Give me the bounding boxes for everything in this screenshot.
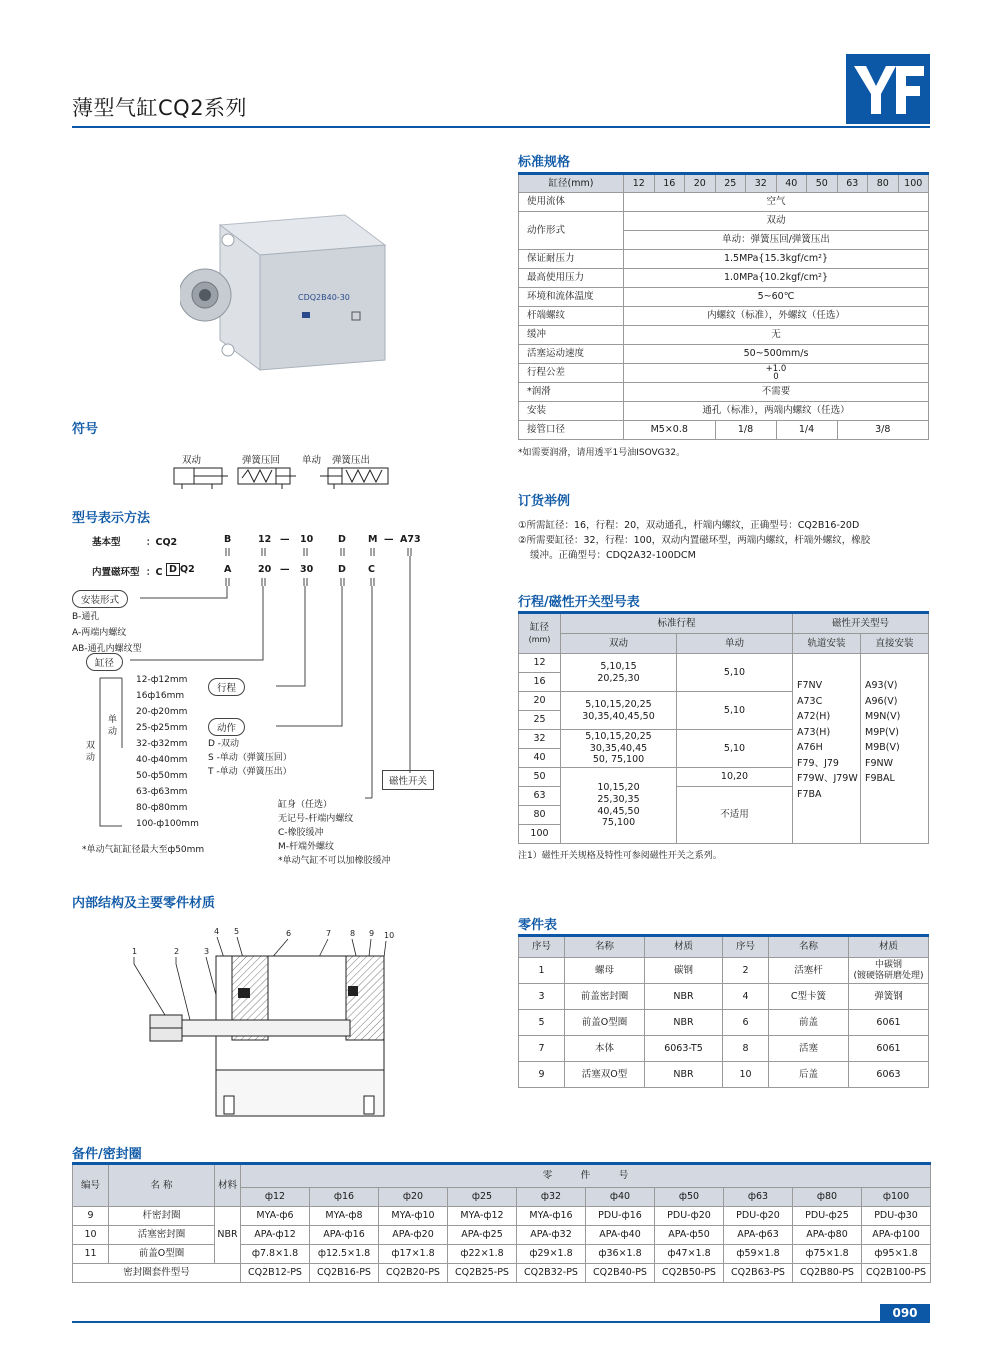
parts-cell: 活塞 bbox=[769, 1036, 849, 1062]
spec-value: 不需要 bbox=[624, 383, 929, 402]
parts-cell: 前盖 bbox=[769, 1010, 849, 1036]
spares-value: ф36×1.8 bbox=[586, 1245, 655, 1264]
spares-value: PDU-ф20 bbox=[655, 1207, 724, 1226]
spares-value: MYA-ф10 bbox=[379, 1207, 448, 1226]
direct-model: A96(V) bbox=[865, 695, 898, 707]
product-label: CDQ2B40-30 bbox=[298, 293, 350, 302]
model-builtin-suffix: Q2 bbox=[180, 564, 195, 575]
structure-cross-section bbox=[120, 920, 420, 1125]
stroke-double-group: 5,10,15,20,25 30,35,40,45,50 bbox=[561, 692, 677, 730]
spares-name: 活塞密封圈 bbox=[109, 1226, 215, 1245]
spares-mat-header: 材料 bbox=[215, 1164, 241, 1207]
rail-model: A73(H) bbox=[797, 726, 831, 738]
stroke-double-group: 5,10,15 20,25,30 bbox=[561, 654, 677, 692]
symbol-label-spring-return: 弹簧压回 bbox=[242, 455, 281, 466]
model-basic-code-1: B bbox=[224, 534, 232, 545]
spec-value: 空气 bbox=[624, 193, 929, 212]
stroke-bore: 63 bbox=[519, 787, 561, 806]
model-basic-code-7: — bbox=[384, 534, 394, 545]
spec-label: 保证耐压力 bbox=[519, 250, 624, 269]
spares-size: ф25 bbox=[448, 1188, 517, 1207]
spec-bore: 100 bbox=[898, 174, 929, 193]
spec-label: 缓冲 bbox=[519, 326, 624, 345]
bore-option: 16ф16mm bbox=[136, 691, 185, 701]
bore-double-label: 双动 bbox=[86, 741, 96, 763]
bore-option: 25-ф25mm bbox=[136, 723, 188, 733]
stroke-bore: 50 bbox=[519, 768, 561, 787]
stroke-bore-unit: (mm) bbox=[528, 634, 551, 644]
spec-label: 使用流体 bbox=[519, 193, 624, 212]
spares-value: ф22×1.8 bbox=[448, 1245, 517, 1264]
spares-size: ф32 bbox=[517, 1188, 586, 1207]
spares-value: PDU-ф20 bbox=[724, 1207, 793, 1226]
direct-model: F9NW bbox=[865, 757, 894, 769]
stroke-double-group: 5,10,15,20,25 30,35,40,45 50, 75,100 bbox=[561, 730, 677, 768]
bore-title: 缸径 bbox=[86, 653, 123, 671]
spec-bore: 25 bbox=[715, 174, 746, 193]
model-basic-label: 基本型 bbox=[92, 537, 121, 548]
spares-value: ф29×1.8 bbox=[517, 1245, 586, 1264]
spares-no-header: 编号 bbox=[73, 1164, 109, 1207]
mount-option: AB-通孔内螺纹型 bbox=[72, 644, 142, 654]
spec-bore: 63 bbox=[837, 174, 868, 193]
spares-value: APA-ф63 bbox=[724, 1226, 793, 1245]
spec-table bbox=[518, 172, 929, 440]
spares-value: APA-ф12 bbox=[241, 1226, 310, 1245]
spares-kit: CQ2B12-PS bbox=[241, 1264, 310, 1283]
footer-rule bbox=[72, 1321, 930, 1323]
parts-cell: 6061 bbox=[849, 1036, 929, 1062]
spec-bore: 50 bbox=[807, 174, 838, 193]
parts-cell: 9 bbox=[519, 1062, 565, 1088]
bore-option: 80-ф80mm bbox=[136, 803, 188, 813]
spec-value: 5~60℃ bbox=[624, 288, 929, 307]
spares-value: MYA-ф16 bbox=[517, 1207, 586, 1226]
spec-bore: 12 bbox=[624, 174, 655, 193]
stroke-bore: 80 bbox=[519, 806, 561, 825]
stroke-single-group: 5,10 bbox=[677, 654, 793, 692]
spares-kit: CQ2B32-PS bbox=[517, 1264, 586, 1283]
parts-cell: 活塞双O型 bbox=[565, 1062, 645, 1088]
mount-title: 安装形式 bbox=[72, 590, 128, 608]
brand-logo bbox=[846, 54, 930, 124]
model-builtin-prefix: ：C bbox=[146, 567, 163, 578]
parts-cell: 前盖密封圈 bbox=[565, 984, 645, 1010]
stroke-bore: 12 bbox=[519, 654, 561, 673]
callout-5: 5 bbox=[234, 927, 240, 936]
spares-value: MYA-ф12 bbox=[448, 1207, 517, 1226]
parts-header: 名称 bbox=[769, 936, 849, 958]
spares-kit: CQ2B100-PS bbox=[862, 1264, 931, 1283]
model-builtin-code-1: 20 bbox=[258, 564, 272, 575]
section-structure: 内部结构及主要零件材质 bbox=[72, 896, 216, 911]
callout-6: 6 bbox=[286, 929, 292, 938]
spares-size: ф50 bbox=[655, 1188, 724, 1207]
parts-cell: 6063-T5 bbox=[645, 1036, 723, 1062]
model-builtin-code-4: D bbox=[338, 564, 346, 575]
spares-value: APA-ф25 bbox=[448, 1226, 517, 1245]
spec-port: M5×0.8 bbox=[624, 421, 716, 440]
stroke-bore: 16 bbox=[519, 673, 561, 692]
bore-options bbox=[136, 672, 199, 832]
spec-value: 50~500mm/s bbox=[624, 345, 929, 364]
body-option: M-杆端外螺纹 bbox=[278, 842, 335, 852]
spares-size: ф40 bbox=[586, 1188, 655, 1207]
parts-cell: 螺母 bbox=[565, 958, 645, 984]
stroke-single-group: 5,10 bbox=[677, 730, 793, 768]
spares-value: MYA-ф6 bbox=[241, 1207, 310, 1226]
callout-9: 9 bbox=[369, 929, 375, 938]
bore-option: 50-ф50mm bbox=[136, 771, 188, 781]
order-line: ②所需要缸径：32，行程：100，双动内置磁环型，两端内螺纹，杆端外螺纹，橡胶 bbox=[518, 535, 871, 546]
direct-model: M9P(V) bbox=[865, 726, 899, 738]
spares-kit: CQ2B25-PS bbox=[448, 1264, 517, 1283]
model-basic-code-6: M bbox=[368, 534, 378, 545]
stroke-note: 注1）磁性开关规格及特性可参阅磁性开关之系列。 bbox=[518, 851, 722, 861]
spares-kit: CQ2B40-PS bbox=[586, 1264, 655, 1283]
spares-size: ф63 bbox=[724, 1188, 793, 1207]
spares-name-header: 名 称 bbox=[109, 1164, 215, 1207]
cylinder-symbols bbox=[172, 463, 397, 491]
model-builtin-label: 内置磁环型 bbox=[92, 567, 140, 578]
bore-option: 32-ф32mm bbox=[136, 739, 188, 749]
model-basic-code-3: — bbox=[280, 534, 290, 545]
stroke-switch-header: 磁性开关型号 bbox=[793, 613, 929, 634]
parts-cell: 6 bbox=[723, 1010, 769, 1036]
rail-model: F7BA bbox=[797, 788, 822, 800]
mount-option: B-通孔 bbox=[72, 612, 100, 622]
spares-value: ф12.5×1.8 bbox=[310, 1245, 379, 1264]
stroke-single-header: 单动 bbox=[677, 634, 793, 654]
spares-value: ф75×1.8 bbox=[793, 1245, 862, 1264]
bore-note: *单动气缸缸径最大至ф50mm bbox=[82, 845, 205, 855]
spares-value: APA-ф50 bbox=[655, 1226, 724, 1245]
parts-cell: 本体 bbox=[565, 1036, 645, 1062]
stroke-double-group: 10,15,20 25,30,35 40,45,50 75,100 bbox=[561, 768, 677, 844]
action-title: 动作 bbox=[208, 718, 245, 736]
spec-label: 动作形式 bbox=[519, 212, 624, 250]
spec-value: 通孔（标准），两端内螺纹（任选） bbox=[624, 402, 929, 421]
parts-cell: NBR bbox=[645, 984, 723, 1010]
action-options bbox=[208, 737, 292, 779]
parts-cell: 后盖 bbox=[769, 1062, 849, 1088]
callout-10: 10 bbox=[384, 931, 395, 940]
model-basic-code-4: 10 bbox=[300, 534, 314, 545]
spec-value: 无 bbox=[624, 326, 929, 345]
spec-label: 接管口径 bbox=[519, 421, 624, 440]
stroke-bore-label: 缸径 bbox=[529, 621, 549, 633]
spec-note: *如需要润滑，请用透平1号油ISOVG32。 bbox=[518, 448, 686, 458]
model-builtin-boxed: D bbox=[166, 563, 180, 576]
spares-name: 前盖O型圈 bbox=[109, 1245, 215, 1264]
section-stroke-switch: 行程/磁性开关型号表 bbox=[518, 595, 640, 610]
body-option: *单动气缸不可以加橡胶缓冲 bbox=[278, 856, 391, 866]
direct-model: F9BAL bbox=[865, 773, 895, 784]
stroke-direct-header: 直接安装 bbox=[861, 634, 929, 654]
parts-cell: 8 bbox=[723, 1036, 769, 1062]
parts-header: 序号 bbox=[723, 936, 769, 958]
spares-value: APA-ф40 bbox=[586, 1226, 655, 1245]
spec-label: 安装 bbox=[519, 402, 624, 421]
rail-model: F79W、J79W bbox=[797, 773, 858, 784]
stroke-bore: 32 bbox=[519, 730, 561, 749]
spares-size: ф20 bbox=[379, 1188, 448, 1207]
parts-cell: 10 bbox=[723, 1062, 769, 1088]
model-basic-code-8: A73 bbox=[400, 534, 421, 545]
spec-bore: 40 bbox=[776, 174, 807, 193]
parts-header: 序号 bbox=[519, 936, 565, 958]
spares-material: NBR bbox=[215, 1207, 241, 1264]
symbol-label-single: 单动 bbox=[302, 455, 322, 466]
spares-size: ф12 bbox=[241, 1188, 310, 1207]
section-order: 订货举例 bbox=[518, 494, 571, 509]
mount-option: A-两端内螺纹 bbox=[72, 628, 127, 638]
model-basic-code-2: 12 bbox=[258, 534, 272, 545]
callout-3: 3 bbox=[204, 947, 210, 956]
section-symbol: 符号 bbox=[72, 422, 99, 437]
spares-kit: CQ2B20-PS bbox=[379, 1264, 448, 1283]
parts-cell: 4 bbox=[723, 984, 769, 1010]
parts-cell: 3 bbox=[519, 984, 565, 1010]
spec-value: 单动：弹簧压回/弹簧压出 bbox=[624, 231, 929, 250]
action-option: S -单动（弹簧压回） bbox=[208, 753, 292, 763]
parts-cell: 活塞杆 bbox=[769, 958, 849, 984]
parts-cell: NBR bbox=[645, 1062, 723, 1088]
parts-cell: 6063 bbox=[849, 1062, 929, 1088]
stroke-bore: 25 bbox=[519, 711, 561, 730]
spares-value: PDU-ф25 bbox=[793, 1207, 862, 1226]
spec-label: *润滑 bbox=[519, 383, 624, 402]
body-option: 无记号-杆端内螺纹 bbox=[278, 814, 354, 824]
rail-model: A76H bbox=[797, 742, 823, 753]
direct-model: A93(V) bbox=[865, 680, 898, 691]
spares-kit: CQ2B50-PS bbox=[655, 1264, 724, 1283]
page-number: 090 bbox=[880, 1304, 930, 1322]
callout-8: 8 bbox=[350, 929, 356, 938]
parts-cell: 碳钢 bbox=[645, 958, 723, 984]
yf-logo-icon bbox=[846, 54, 930, 124]
callout-1: 1 bbox=[132, 947, 138, 956]
section-spares: 备件/密封圈 bbox=[72, 1147, 142, 1162]
parts-cell: 2 bbox=[723, 958, 769, 984]
spec-bore-label: 缸径(mm) bbox=[519, 174, 624, 193]
model-builtin-code-2: — bbox=[280, 564, 290, 575]
stroke-rail-header: 轨道安装 bbox=[793, 634, 861, 654]
bore-option: 20-ф20mm bbox=[136, 707, 188, 717]
cylinder-product-image bbox=[180, 200, 390, 375]
order-examples bbox=[518, 518, 930, 563]
section-parts: 零件表 bbox=[518, 918, 558, 933]
spares-size: ф80 bbox=[793, 1188, 862, 1207]
model-builtin-code-0: A bbox=[224, 564, 232, 575]
spares-value: APA-ф80 bbox=[793, 1226, 862, 1245]
stroke-title: 行程 bbox=[208, 678, 245, 696]
body-option: C-橡胶缓冲 bbox=[278, 828, 324, 838]
spares-value: APA-ф32 bbox=[517, 1226, 586, 1245]
direct-model: M9B(V) bbox=[865, 742, 900, 753]
spec-label: 最高使用压力 bbox=[519, 269, 624, 288]
spec-port: 1/4 bbox=[776, 421, 837, 440]
direct-model: M9N(V) bbox=[865, 711, 901, 722]
spares-value: PDU-ф16 bbox=[586, 1207, 655, 1226]
parts-cell: 6061 bbox=[849, 1010, 929, 1036]
stroke-bore: 100 bbox=[519, 825, 561, 844]
spares-no: 11 bbox=[73, 1245, 109, 1264]
spec-tol-bottom: 0 bbox=[773, 372, 779, 382]
spares-name: 杆密封圈 bbox=[109, 1207, 215, 1226]
stroke-bore: 20 bbox=[519, 692, 561, 711]
spec-label: 活塞运动速度 bbox=[519, 345, 624, 364]
model-builtin-code-3: 30 bbox=[300, 564, 314, 575]
spares-value: ф7.8×1.8 bbox=[241, 1245, 310, 1264]
model-basic-code-5: D bbox=[338, 534, 346, 545]
stroke-switch-table bbox=[518, 611, 929, 844]
stroke-bore: 40 bbox=[519, 749, 561, 768]
stroke-double-header: 双动 bbox=[561, 634, 677, 654]
spares-value: MYA-ф8 bbox=[310, 1207, 379, 1226]
parts-cell: 弹簧钢 bbox=[849, 984, 929, 1010]
page-title: 薄型气缸CQ2系列 bbox=[72, 96, 248, 120]
spares-size: ф100 bbox=[862, 1188, 931, 1207]
stroke-single-group: 不适用 bbox=[677, 787, 793, 844]
symbol-label-spring-extend: 弹簧压出 bbox=[332, 455, 371, 466]
callout-4: 4 bbox=[214, 927, 220, 936]
spec-port: 3/8 bbox=[837, 421, 929, 440]
spares-value: ф47×1.8 bbox=[655, 1245, 724, 1264]
spares-kit: CQ2B80-PS bbox=[793, 1264, 862, 1283]
spares-value: ф59×1.8 bbox=[724, 1245, 793, 1264]
spares-value: APA-ф100 bbox=[862, 1226, 931, 1245]
spec-port: 1/8 bbox=[715, 421, 776, 440]
section-spec: 标准规格 bbox=[518, 155, 571, 170]
parts-header: 材质 bbox=[645, 936, 723, 958]
spares-value: APA-ф16 bbox=[310, 1226, 379, 1245]
callout-2: 2 bbox=[174, 947, 180, 956]
parts-header: 材质 bbox=[849, 936, 929, 958]
model-builtin-code-5: C bbox=[368, 564, 375, 575]
spec-value: 双动 bbox=[624, 212, 929, 231]
callout-7: 7 bbox=[326, 929, 332, 938]
rail-model: F7NV bbox=[797, 680, 823, 691]
spec-bore: 32 bbox=[746, 174, 777, 193]
symbol-label-double: 双动 bbox=[182, 455, 202, 466]
parts-cell: 中碳钢 (镀硬铬研磨处理) bbox=[849, 958, 929, 984]
spares-value: PDU-ф30 bbox=[862, 1207, 931, 1226]
spares-value: APA-ф20 bbox=[379, 1226, 448, 1245]
spec-bore: 16 bbox=[654, 174, 685, 193]
spec-label: 杆端螺纹 bbox=[519, 307, 624, 326]
spec-bore: 20 bbox=[685, 174, 716, 193]
bore-option: 100-ф100mm bbox=[136, 819, 199, 829]
spares-value: ф17×1.8 bbox=[379, 1245, 448, 1264]
spec-value: 1.0MPa{10.2kgf/cm²} bbox=[624, 269, 929, 288]
stroke-single-group: 10,20 bbox=[677, 768, 793, 787]
spares-part-header: 零 件 号 bbox=[241, 1164, 931, 1188]
rail-model: A72(H) bbox=[797, 711, 831, 722]
header-rule bbox=[72, 126, 930, 128]
parts-header: 名称 bbox=[565, 936, 645, 958]
action-option: T -单动（弹簧压出） bbox=[208, 767, 292, 777]
action-option: D -双动 bbox=[208, 739, 240, 749]
parts-cell: 1 bbox=[519, 958, 565, 984]
parts-cell: 5 bbox=[519, 1010, 565, 1036]
stroke-single-group: 5,10 bbox=[677, 692, 793, 730]
switch-title: 磁性开关 bbox=[382, 770, 434, 790]
spec-tol-top: +1.0 bbox=[765, 364, 787, 374]
spares-no: 9 bbox=[73, 1207, 109, 1226]
parts-table bbox=[518, 934, 929, 1088]
spares-size: ф16 bbox=[310, 1188, 379, 1207]
stroke-std-header: 标准行程 bbox=[561, 613, 793, 634]
spec-value: 内螺纹（标准），外螺纹（任选） bbox=[624, 307, 929, 326]
body-title: 缸身（任选） bbox=[278, 800, 333, 810]
spec-value: 1.5MPa{15.3kgf/cm²} bbox=[624, 250, 929, 269]
parts-cell: 前盖O型圈 bbox=[565, 1010, 645, 1036]
spares-kit: CQ2B16-PS bbox=[310, 1264, 379, 1283]
bore-option: 63-ф63mm bbox=[136, 787, 188, 797]
parts-cell: 7 bbox=[519, 1036, 565, 1062]
parts-cell: C型卡簧 bbox=[769, 984, 849, 1010]
spec-label: 行程公差 bbox=[519, 364, 624, 383]
bore-option: 12-ф12mm bbox=[136, 675, 188, 685]
order-line: ①所需缸径：16，行程：20，双动通孔，杆端内螺纹，正确型号：CQ2B16-20D bbox=[518, 520, 860, 531]
spares-table bbox=[72, 1162, 931, 1283]
parts-cell: NBR bbox=[645, 1010, 723, 1036]
mount-options bbox=[72, 609, 142, 657]
rail-model: F79、J79 bbox=[797, 757, 839, 769]
spares-kit-label: 密封圈套件型号 bbox=[73, 1264, 241, 1283]
bore-option: 40-ф40mm bbox=[136, 755, 188, 765]
order-line: 缓冲。正确型号：CDQ2A32-100DCM bbox=[530, 550, 696, 561]
model-basic-code-0: ：CQ2 bbox=[146, 537, 178, 548]
bore-single-label: 单动 bbox=[108, 715, 118, 737]
body-options bbox=[278, 798, 391, 868]
spares-no: 10 bbox=[73, 1226, 109, 1245]
spares-kit: CQ2B63-PS bbox=[724, 1264, 793, 1283]
section-model: 型号表示方法 bbox=[72, 511, 151, 526]
rail-model: A73C bbox=[797, 695, 823, 707]
spares-value: ф95×1.8 bbox=[862, 1245, 931, 1264]
spec-bore: 80 bbox=[868, 174, 899, 193]
spec-label: 环境和流体温度 bbox=[519, 288, 624, 307]
